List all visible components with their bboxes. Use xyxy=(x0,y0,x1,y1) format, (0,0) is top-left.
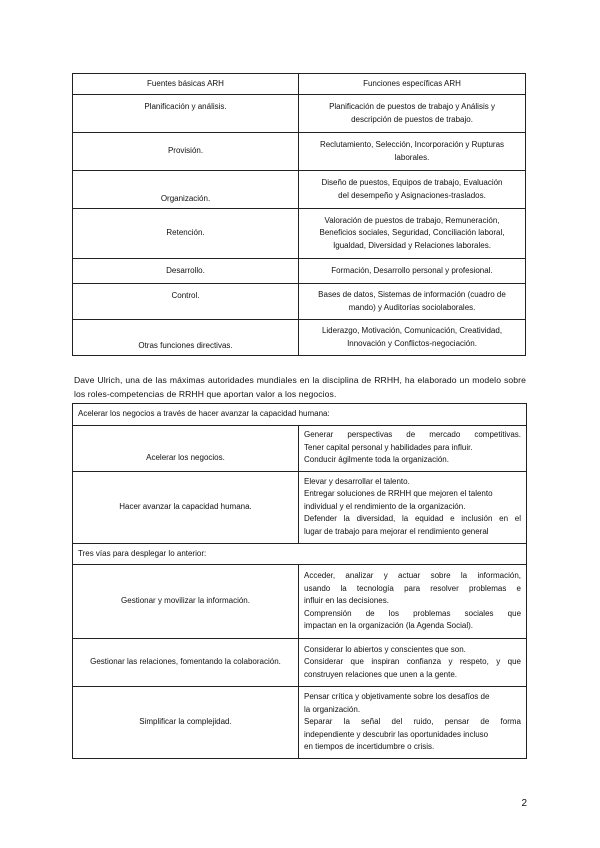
source-cell: Provisión. xyxy=(73,133,299,171)
competencies-cell: Considerar lo abiertos y conscientes que son. Considerar que inspiran confianza y respeto, y que construyen relaciones que unen a la gente. xyxy=(299,639,527,687)
table-row xyxy=(73,133,526,171)
functions-cell: Reclutamiento, Selección, Incorporación y Rupturas laborales. xyxy=(299,133,526,171)
role-cell: Acelerar los negocios. xyxy=(73,425,299,471)
role-cell: Gestionar y movilizar la información. xyxy=(73,565,299,639)
table-row xyxy=(73,320,526,356)
competencies-cell: Pensar crítica y objetivamente sobre los desafíos de la organización. Separar la señal del ruido, pensar de forma independiente y descubrir las oportunidades incluso en tiempos de incertidumbre o crisis. xyxy=(299,687,527,759)
table-row xyxy=(73,95,526,133)
page-number: 2 xyxy=(521,798,527,809)
table-row xyxy=(73,425,527,471)
hr-functions-table xyxy=(72,73,526,356)
table-row xyxy=(73,284,526,320)
source-cell: Planificación y análisis. xyxy=(73,95,299,133)
ulrich-roles-table xyxy=(72,403,527,759)
role-cell: Gestionar las relaciones, fomentando la colaboración. xyxy=(73,639,299,687)
role-cell: Simplificar la complejidad. xyxy=(73,687,299,759)
source-cell: Otras funciones directivas. xyxy=(73,320,299,356)
column-header: Funciones específicas ARH xyxy=(299,74,526,95)
table-row xyxy=(73,209,526,259)
table-row xyxy=(73,687,527,759)
section-title: Tres vías para desplegar lo anterior: xyxy=(73,543,527,565)
functions-cell: Planificación de puestos de trabajo y Análisis y descripción de puestos de trabajo. xyxy=(299,95,526,133)
table-row xyxy=(73,171,526,209)
role-cell: Hacer avanzar la capacidad humana. xyxy=(73,471,299,543)
functions-cell: Diseño de puestos, Equipos de trabajo, Evaluación del desempeño y Asignaciones-traslados. xyxy=(299,171,526,209)
source-cell: Retención. xyxy=(73,209,299,259)
source-cell: Organización. xyxy=(73,171,299,209)
source-cell: Control. xyxy=(73,284,299,320)
table-row xyxy=(73,471,527,543)
competencies-cell: Acceder, analizar y actuar sobre la información, usando la tecnología para resolver problemas e influir en las decisiones. Comprensión de los problemas sociales que impactan en la organización (la Agenda Social). xyxy=(299,565,527,639)
source-cell: Desarrollo. xyxy=(73,259,299,284)
functions-cell: Bases de datos, Sistemas de información (cuadro de mando) y Auditorías sociolaborales. xyxy=(299,284,526,320)
section-title: Acelerar los negocios a través de hacer avanzar la capacidad humana: xyxy=(73,404,527,426)
column-header: Fuentes básicas ARH xyxy=(73,74,299,95)
table-row xyxy=(73,259,526,284)
section-title-row xyxy=(73,543,527,565)
functions-cell: Liderazgo, Motivación, Comunicación, Creatividad, Innovación y Conflictos-negociación. xyxy=(299,320,526,356)
competencies-cell: Generar perspectivas de mercado competitivas. Tener capital personal y habilidades para influir. Conducir ágilmente toda la organización. xyxy=(299,425,527,471)
competencies-cell: Elevar y desarrollar el talento. Entregar soluciones de RRHH que mejoren el talento individual y el rendimiento de la organización. Defender la diversidad, la equidad e inclusión en el lugar de trabajo para mejorar el rendimiento general xyxy=(299,471,527,543)
body-paragraph: Dave Ulrich, una de las máximas autoridades mundiales en la disciplina de RRHH, ha elaborado un modelo sobre los roles-competencias de RRHH que aportan valor a los negocios. xyxy=(74,374,526,399)
table-row xyxy=(73,639,527,687)
table-header-row xyxy=(73,74,526,95)
section-title-row xyxy=(73,404,527,426)
functions-cell: Formación, Desarrollo personal y profesional. xyxy=(299,259,526,284)
functions-cell: Valoración de puestos de trabajo, Remuneración, Beneficios sociales, Seguridad, Conciliación laboral, Igualdad, Diversidad y Relaciones laborales. xyxy=(299,209,526,259)
table-row xyxy=(73,565,527,639)
